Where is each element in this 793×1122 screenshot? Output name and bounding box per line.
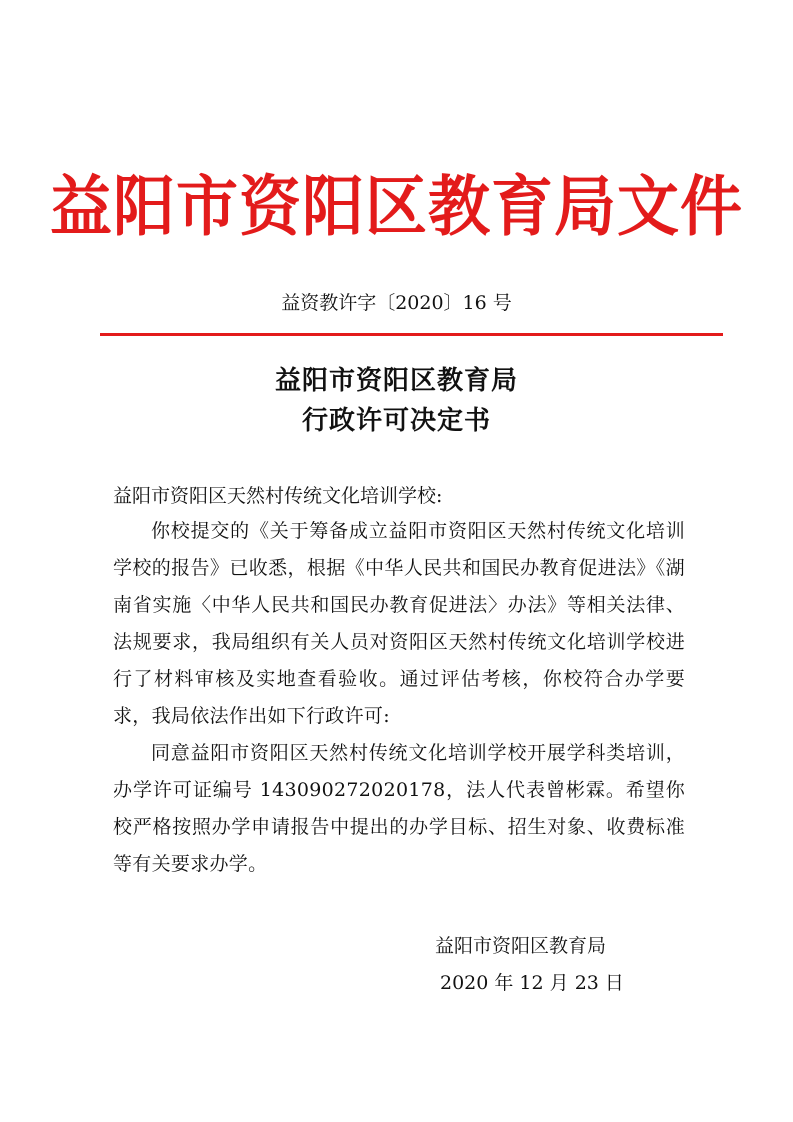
decision-title-line1: 益阳市资阳区教育局 xyxy=(274,366,518,396)
signature-date: 2020 年 12 月 23 日 xyxy=(440,972,624,994)
decision-title-line2: 行政许可决定书 xyxy=(301,406,491,436)
signature-organization: 益阳市资阳区教育局 xyxy=(435,935,607,957)
red-separator-line xyxy=(100,333,723,336)
document-masthead: 益阳市资阳区教育局文件 xyxy=(49,168,743,245)
salutation: 益阳市资阳区天然村传统文化培训学校: xyxy=(113,485,443,507)
body-paragraph-1: 你校提交的《关于筹备成立益阳市资阳区天然村传统文化培训学校的报告》已收悉，根据《中华人民共和国民办教育促进法》《湖南省实施〈中华人民共和国民办教育促进法〉办法》等相关法律、法规要求，我局组织有关人员对资阳区天然村传统文化培训学校进行了材料审核及实地查看验收。通过评估考核，你校符合办学要求，我局依法作出如下行政许可: xyxy=(113,520,685,727)
body-paragraph-2: 同意益阳市资阳区天然村传统文化培训学校开展学科类培训，办学许可证编号 143090272020178，法人代表曾彬霖。希望你校严格按照办学申请报告中提出的办学目标、招生对象、收费标准等有关要求办学。 xyxy=(113,742,685,875)
document-number: 益资教许字〔2020〕16 号 xyxy=(281,292,512,314)
